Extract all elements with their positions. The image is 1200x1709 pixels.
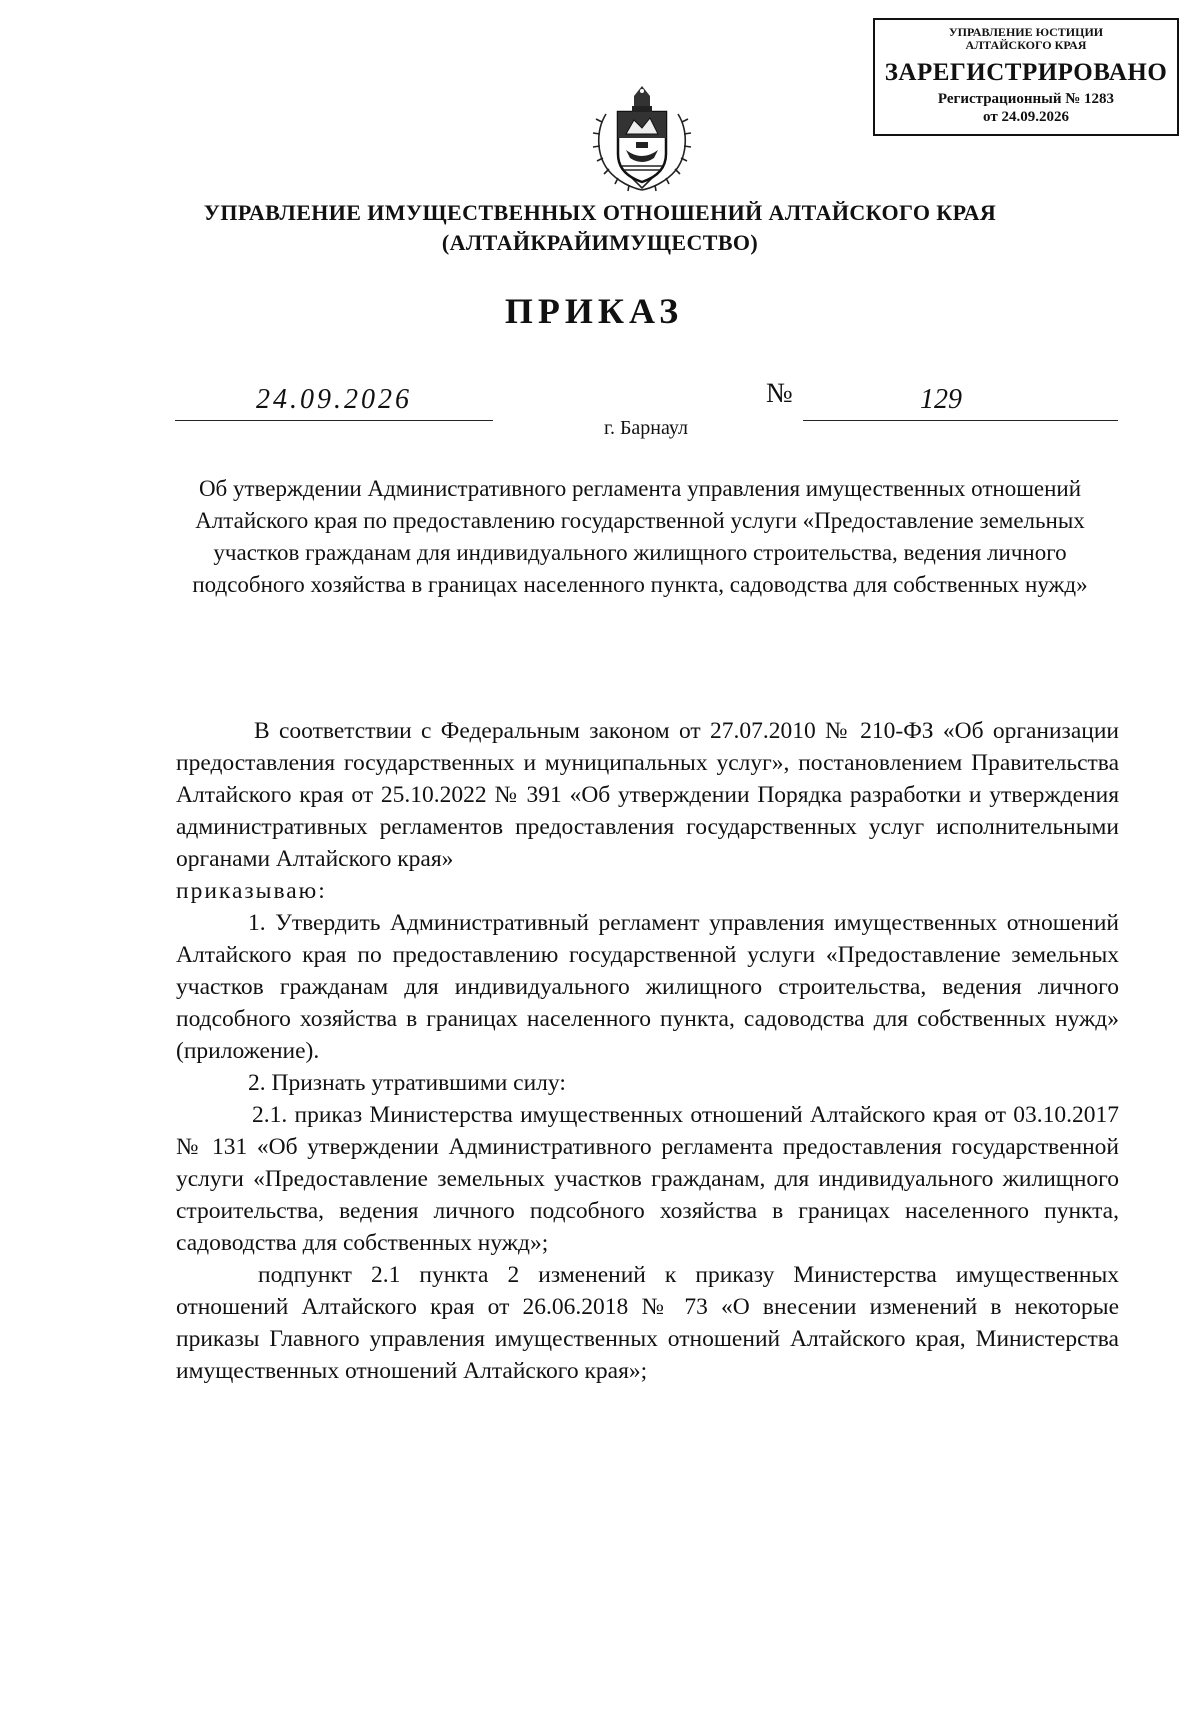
- stamp-status: ЗАРЕГИСТРИРОВАНО: [884, 59, 1168, 86]
- item-2-2-paragraph: подпункт 2.1 пункта 2 изменений к приказу Министерства имущественных отношений Алтайского края от 26.06.2018 № 73 «О внесении изменений в некоторые приказы Главного управления имущественных отношений Алтайского края, Министерства имущественных отношений Алтайского края»;: [176, 1262, 1119, 1384]
- preamble-paragraph: В соответствии с Федеральным законом от 27.07.2010 № 210-ФЗ «Об организации предоставления государственных и муниципальных услуг», постановлением Правительства Алтайского края от 25.10.2022 № 391 «Об утверждении Порядка разработки и утверждения административных регламентов предоставления государственных услуг исполнительными органами Алтайского края»: [176, 718, 1119, 872]
- organization-name: УПРАВЛЕНИЕ ИМУЩЕСТВЕННЫХ ОТНОШЕНИЙ АЛТАЙСКОГО КРАЯ: [203, 200, 997, 225]
- coat-of-arms-icon: [588, 82, 696, 194]
- organization-short-name: (АЛТАЙКРАЙИМУЩЕСТВО): [441, 230, 759, 255]
- stamp-reg-number: Регистрационный № 1283: [937, 91, 1115, 107]
- stamp-authority-line1: УПРАВЛЕНИЕ ЮСТИЦИИ: [948, 25, 1104, 39]
- stamp-reg-date: от 24.09.2026: [983, 109, 1069, 125]
- registration-stamp: [873, 18, 1179, 136]
- document-type-title: ПРИКАЗ: [504, 291, 684, 331]
- order-number-label: №: [766, 378, 793, 409]
- item-2-paragraph: 2. Признать утратившими силу:: [248, 1070, 566, 1096]
- order-body: [176, 715, 1119, 1387]
- stamp-authority-line2: АЛТАЙСКОГО КРАЯ: [965, 38, 1087, 52]
- item-2-1-paragraph: 2.1. приказ Министерства имущественных отношений Алтайского края от 03.10.2017 № 131 «Об утверждении Административного регламента предоставления государственной услуги «Предоставление земельных участков гражданам, для индивидуального жилищного строительства, ведения личного подсобного хозяйства в границах населенного пункта, садоводства для собственных нужд»;: [176, 1102, 1119, 1256]
- order-word: приказываю:: [176, 878, 327, 904]
- order-date: 24.09.2026: [175, 382, 493, 421]
- city: г. Барнаул: [604, 417, 688, 439]
- item-1-paragraph: 1. Утвердить Административный регламент управления имущественных отношений Алтайского края по предоставлению государственной услуги «Предоставление земельных участков гражданам для индивидуального жилищного строительства, ведения личного подсобного хозяйства в границах населенного пункта, садоводства для собственных нужд» (приложение).: [176, 910, 1119, 1064]
- order-subject: Об утверждении Административного регламента управления имущественных отношений Алтайского края по предоставлению государственной услуги «Предоставление земельных участков гражданам для индивидуального жилищного строительства, ведения личного подсобного хозяйства в границах населенного пункта, садоводства для собственных нужд»: [192, 476, 1088, 597]
- order-number: 129: [803, 382, 1118, 421]
